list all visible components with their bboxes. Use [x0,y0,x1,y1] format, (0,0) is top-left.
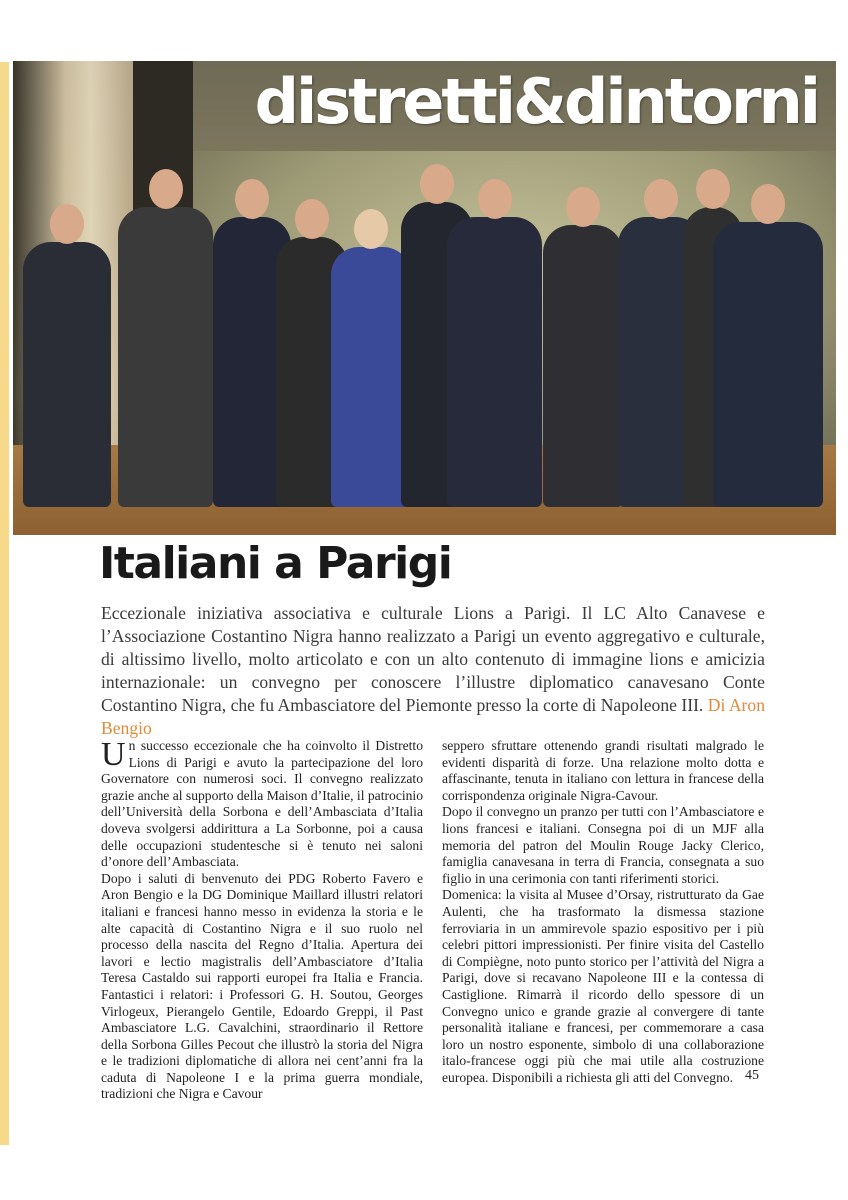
person-figure [447,217,542,507]
person-figure [118,207,213,507]
paragraph-text: n successo eccezionale che ha coinvolto il Distretto Lions di Parigi e avuto la partecipazione del loro Governatore con numerosi soci. Il convegno realizzato grazie anche al supporto della Maison d’Italie, il patrocinio dell’Università della Sorbona e dell’Ambasciata d’Italia doveva svolgersi addirittura a La Sorbonne, poi a causa delle occupazioni studentesche si è tenuto nei saloni d’onore dell’Ambasciata. [101,738,423,870]
lead-text: Eccezionale iniziativa associativa e culturale Lions a Parigi. Il LC Alto Canavese e l’Associazione Costantino Nigra hanno realizzato a Parigi un evento aggregativo e culturale, di altissimo livello, molto articolato e con un alto contenuto di immagine lions e amicizia internazionale: un convegno per conoscere l’illustre diplomatico canavesano Conte Costantino Nigra, che fu Ambasciatore del Piemonte presso la corte di Napoleone III. [101,603,765,715]
article-column-right [442,738,764,1086]
person-figure [331,247,411,507]
body-paragraph: seppero sfruttare ottenendo grandi risultati malgrado le evidenti disparità di forze. Una relazione molto dotta e affascinante, tenuta in italiano con lettura in francese della corrispondenza originale Nigra-Cavour. [442,738,764,803]
article-column-left [101,738,423,1103]
article-title: Italiani a Parigi [99,538,452,589]
body-paragraph [101,738,423,871]
body-paragraph: Domenica: la visita al Musee d’Orsay, ristrutturato da Gae Aulenti, che ha trasformato la dismessa stazione ferroviaria in un ammirevole spazio espositivo per i più celebri pittori impressionisti. Per finire visita del Castello di Compiègne, noto punto storico per l’attività del Nigra a Parigi, dove si recavano Napoleone III e la contessa di Castiglione. Rimarrà il ricordo dello spessore di un Convegno unico e grande grazie al convergere di tante personalità italiane e francesi, per commemorare a casa loro un nostro esponente, simbolo di una collaborazione italo-francese oggi più che mai utile alla costruzione europea. Disponibili a richiesta gli atti del Convegno. [442,887,764,1085]
person-figure [543,225,623,507]
author-byline: Di Aron Bengio [101,695,765,738]
section-headline: distretti&dintorni [254,65,818,138]
decorative-side-bar [0,62,9,1145]
article-lead [101,602,765,740]
body-paragraph: Dopo il convegno un pranzo per tutti con l’Ambasciatore e lions francesi e italiani. Consegna poi di un MJF alla memoria del patron del Moulin Rouge Jacky Clerico, famiglia canavesana in terra di Francia, consegnata a suo figlio in una cerimonia con tanti riferimenti storici. [442,804,764,886]
body-paragraph: Dopo i saluti di benvenuto dei PDG Roberto Favero e Aron Bengio e la DG Dominique Maillard illustri relatori italiani e francesi hanno messo in evidenza la storia e le alte capacità di Costantino Nigra e il suo ruolo nel processo della nascita del Regno d’Italia. Apertura dei lavori e lectio magistralis dell’Ambasciatore d’Italia Teresa Castaldo sui rapporti europei fra Italia e Francia. Fantastici i relatori: i Professori G. H. Soutou, Georges Virlogeux, Pierangelo Gentile, Edoardo Greppi, il Past Ambasciatore L.G. Cavalchini, straordinario il Rettore della Sorbona Gilles Pecout che illustrò la storia del Nigra e le tradizioni diplomatiche di allora nei cent’anni fra la caduta di Napoleone I e la prima guerra mondiale, tradizioni che Nigra e Cavour [101,870,423,1102]
person-figure [713,222,823,507]
page-number: 45 [745,1068,759,1083]
person-figure [23,242,111,507]
group-photo [13,61,836,535]
drop-cap: U [101,736,126,773]
